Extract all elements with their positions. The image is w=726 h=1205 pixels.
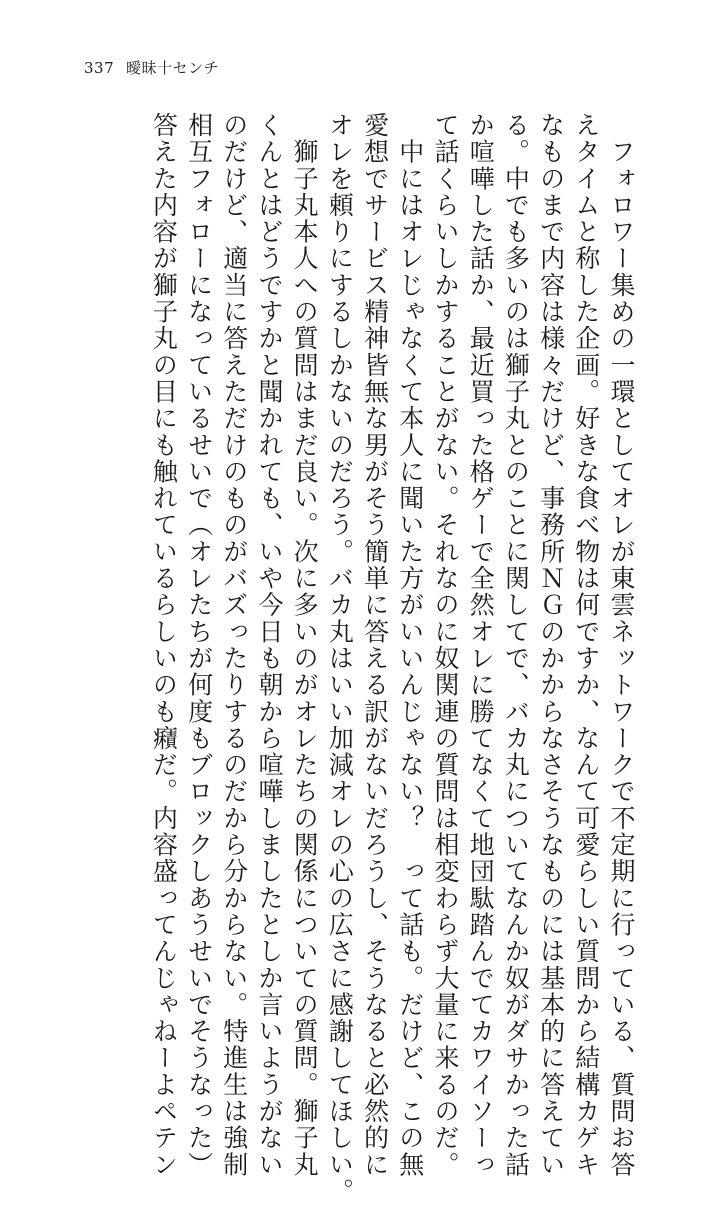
text-column: くんとはどうですかと聞かれても、いや今日も朝から喧嘩しましたとしか言いようがない	[254, 112, 284, 1178]
text-column: オレを頼りにするしかないのだろう。バカ丸はいい加減オレの心の広さに感謝してほしい。	[325, 112, 355, 1205]
text-column: 答えた内容が獅子丸の目にも触れているらしいのも癪だ。内容盛ってんじゃねーよペテン	[149, 112, 179, 1178]
text-column: のだけど、適当に答えただけのものがバズったりするのだから分からない。特進生は強制	[219, 112, 249, 1178]
text-column: て話くらいしかすることがない。それなのに奴関連の質問は相変わらず大量に来るのだ。	[430, 112, 460, 1178]
text-column: 愛想でサービス精神皆無な男がそう簡単に答える訳がないだろうし、そうなると必然的に	[360, 112, 390, 1178]
text-column: か喧嘩した話か、最近買った格ゲーで全然オレに勝てなくて地団駄踏んでてカワイソーっ	[466, 112, 496, 1178]
running-title: 曖昧十センチ	[126, 59, 220, 77]
text-column: なものまで内容は様々だけど、事務所ＮＧのかからなさそうなものには基本的に答えてい	[536, 112, 566, 1178]
text-column: えタイムと称した企画。好きな食べ物は何ですか、なんて可愛らしい質問から結構カゲキ	[571, 112, 601, 1178]
page-number: 337	[84, 59, 115, 77]
text-column: フォロワー集めの一環としてオレが東雲ネットワークで不定期に行っている、質問お答	[607, 112, 636, 1178]
text-column: る。中でも多いのは獅子丸とのことに関してで、バカ丸についてなんか奴がダサかった話	[501, 112, 531, 1178]
text-column: 獅子丸本人への質問はまだ良い。次に多いのがオレたちの関係についての質問。獅子丸	[290, 112, 320, 1178]
vertical-body-text	[112, 112, 639, 1205]
text-column: 中にはオレじゃなくて本人に聞いた方がいいんじゃない？ って話も。だけど、この無	[395, 112, 425, 1178]
running-header	[84, 57, 219, 78]
text-column: 相互フォローになっているせいで（オレたちが何度もブロックしあうせいでそうなった）	[184, 112, 214, 1178]
